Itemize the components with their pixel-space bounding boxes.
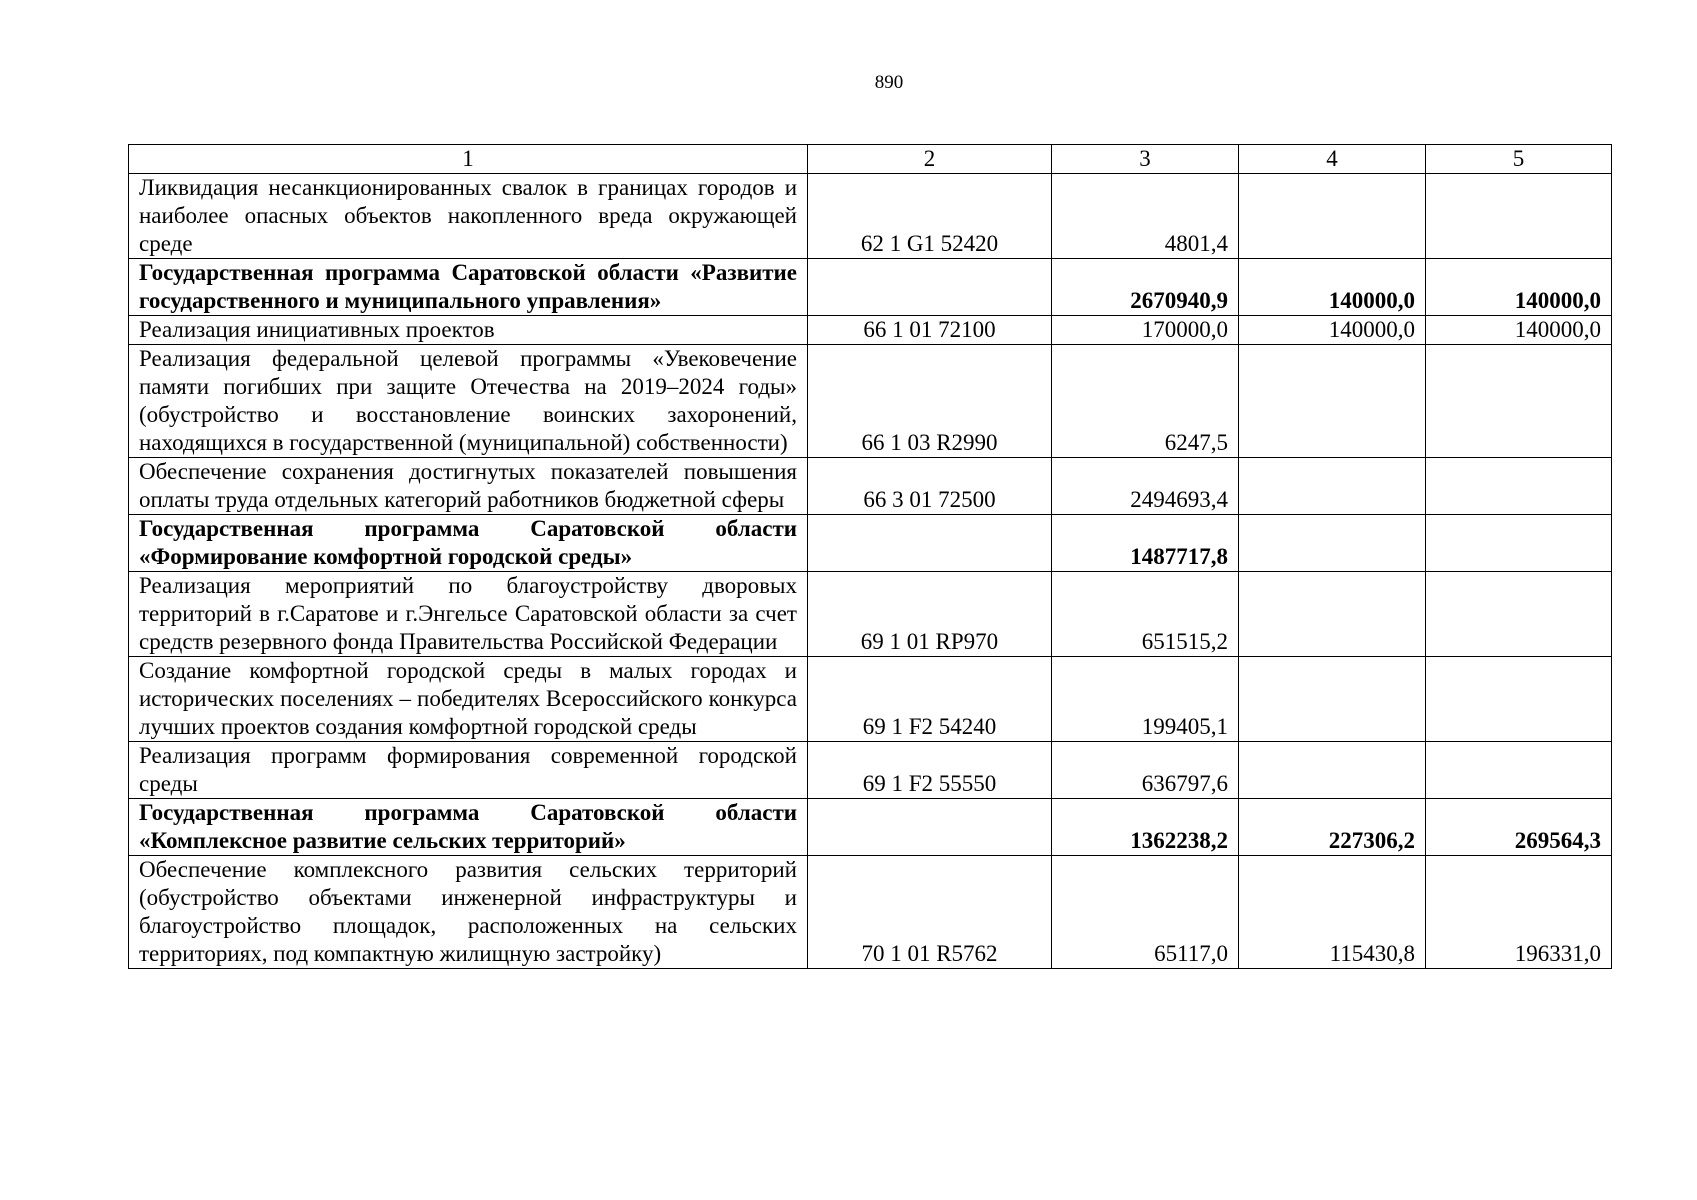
value-col-5: 140000,0: [1426, 316, 1612, 345]
item-code: 62 1 G1 52420: [808, 174, 1052, 259]
column-header: 2: [808, 145, 1052, 174]
value-col-3: 6247,5: [1052, 345, 1239, 458]
value-col-3: 636797,6: [1052, 742, 1239, 799]
value-col-3: 199405,1: [1052, 657, 1239, 742]
value-col-3: 170000,0: [1052, 316, 1239, 345]
value-col-5: [1426, 345, 1612, 458]
value-col-3: 2670940,9: [1052, 259, 1239, 316]
budget-table: [128, 144, 1612, 969]
value-col-4: [1239, 742, 1426, 799]
column-header: 3: [1052, 145, 1239, 174]
table-row: [129, 799, 1612, 856]
value-col-5: [1426, 458, 1612, 515]
value-col-4: 140000,0: [1239, 316, 1426, 345]
table-row: [129, 316, 1612, 345]
value-col-3: 651515,2: [1052, 572, 1239, 657]
table-row: [129, 458, 1612, 515]
item-code: 69 1 01 RP970: [808, 572, 1052, 657]
item-name: Обеспечение комплексного развития сельских территорий (обустройство объектами инженерной инфраструктуры и благоустройство площадок, расположенных на сельских территориях, под компактную жилищную застройку): [129, 856, 808, 969]
item-name: Создание комфортной городской среды в малых городах и исторических поселениях – победителях Всероссийского конкурса лучших проектов создания комфортной городской среды: [129, 657, 808, 742]
item-name: Государственная программа Саратовской области «Формирование комфортной городской среды»: [129, 515, 808, 572]
column-header: 1: [129, 145, 808, 174]
item-code: 66 3 01 72500: [808, 458, 1052, 515]
table-row: [129, 856, 1612, 969]
page-number: 890: [874, 72, 904, 93]
value-col-3: 1362238,2: [1052, 799, 1239, 856]
item-code: 70 1 01 R5762: [808, 856, 1052, 969]
value-col-3: 65117,0: [1052, 856, 1239, 969]
column-number-row: [129, 145, 1612, 174]
item-name: Реализация программ формирования современной городской среды: [129, 742, 808, 799]
item-code: [808, 515, 1052, 572]
value-col-4: 227306,2: [1239, 799, 1426, 856]
item-code: 69 1 F2 54240: [808, 657, 1052, 742]
value-col-5: [1426, 174, 1612, 259]
table-row: [129, 259, 1612, 316]
item-name: Государственная программа Саратовской области «Развитие государственного и муниципального управления»: [129, 259, 808, 316]
table-row: [129, 515, 1612, 572]
value-col-4: [1239, 174, 1426, 259]
item-name: Государственная программа Саратовской области «Комплексное развитие сельских территорий»: [129, 799, 808, 856]
item-name: Реализация мероприятий по благоустройству дворовых территорий в г.Саратове и г.Энгельсе Саратовской области за счет средств резервного фонда Правительства Российской Федерации: [129, 572, 808, 657]
value-col-3: 4801,4: [1052, 174, 1239, 259]
value-col-3: 1487717,8: [1052, 515, 1239, 572]
table-row: [129, 174, 1612, 259]
value-col-5: 140000,0: [1426, 259, 1612, 316]
value-col-5: [1426, 742, 1612, 799]
table-row: [129, 742, 1612, 799]
table-row: [129, 572, 1612, 657]
value-col-4: [1239, 515, 1426, 572]
column-header: 5: [1426, 145, 1612, 174]
value-col-4: [1239, 345, 1426, 458]
item-name: Обеспечение сохранения достигнутых показателей повышения оплаты труда отдельных категорий работников бюджетной сферы: [129, 458, 808, 515]
item-code: 69 1 F2 55550: [808, 742, 1052, 799]
item-code: 66 1 03 R2990: [808, 345, 1052, 458]
value-col-4: 115430,8: [1239, 856, 1426, 969]
value-col-4: [1239, 657, 1426, 742]
value-col-5: [1426, 515, 1612, 572]
item-code: [808, 259, 1052, 316]
value-col-4: 140000,0: [1239, 259, 1426, 316]
value-col-4: [1239, 572, 1426, 657]
item-name: Реализация федеральной целевой программы «Увековечение памяти погибших при защите Отечества на 2019–2024 годы» (обустройство и восстановление воинских захоронений, находящихся в государственной (муниципальной) собственности): [129, 345, 808, 458]
value-col-5: 196331,0: [1426, 856, 1612, 969]
item-name: Реализация инициативных проектов: [129, 316, 808, 345]
column-header: 4: [1239, 145, 1426, 174]
value-col-4: [1239, 458, 1426, 515]
value-col-5: [1426, 572, 1612, 657]
table-row: [129, 345, 1612, 458]
item-code: [808, 799, 1052, 856]
table-row: [129, 657, 1612, 742]
value-col-3: 2494693,4: [1052, 458, 1239, 515]
item-name: Ликвидация несанкционированных свалок в границах городов и наиболее опасных объектов накопленного вреда окружающей среде: [129, 174, 808, 259]
value-col-5: [1426, 657, 1612, 742]
value-col-5: 269564,3: [1426, 799, 1612, 856]
item-code: 66 1 01 72100: [808, 316, 1052, 345]
